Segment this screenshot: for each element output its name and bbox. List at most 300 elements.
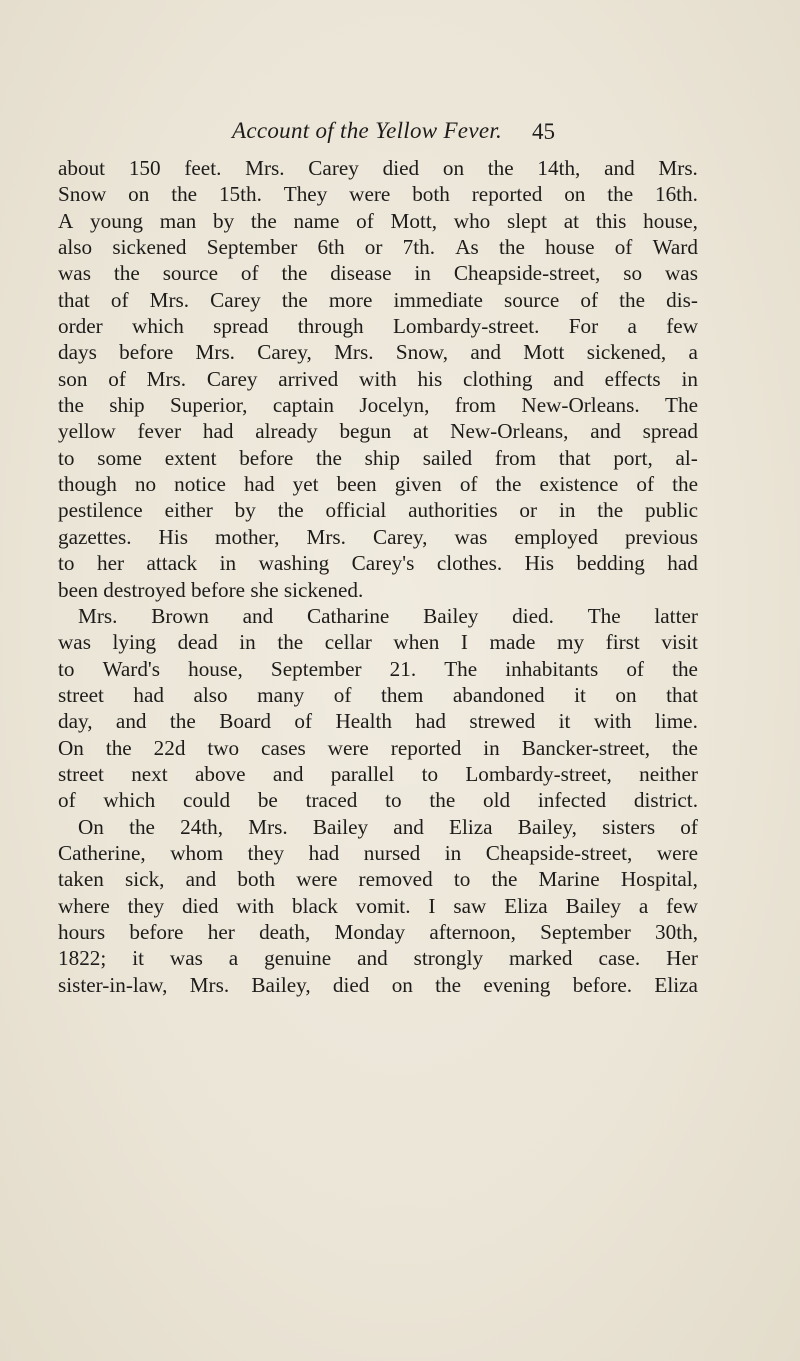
word: Eliza bbox=[449, 814, 493, 839]
word: 150 bbox=[128, 156, 161, 180]
word: 14th, bbox=[537, 156, 581, 180]
word: by bbox=[212, 208, 235, 233]
word: a bbox=[228, 946, 239, 971]
word: Catharine bbox=[306, 603, 390, 628]
word: Catherine, bbox=[58, 840, 146, 865]
word: sisters bbox=[602, 814, 656, 839]
word: days bbox=[58, 340, 97, 365]
word: vomit. bbox=[355, 893, 411, 918]
word: order bbox=[58, 314, 103, 339]
word: of bbox=[636, 472, 655, 497]
text-line bbox=[58, 814, 698, 840]
text-line bbox=[58, 708, 698, 734]
word: though bbox=[58, 472, 117, 497]
word: Eliza bbox=[654, 972, 698, 997]
word: the bbox=[429, 788, 456, 813]
word: house, bbox=[643, 208, 698, 233]
word: cases bbox=[261, 735, 306, 760]
word: notice bbox=[174, 472, 226, 497]
text-line bbox=[58, 392, 698, 418]
word: Mrs. bbox=[245, 156, 285, 180]
word: death, bbox=[259, 919, 311, 944]
word: was bbox=[665, 261, 698, 286]
running-head bbox=[0, 118, 800, 158]
word: and bbox=[393, 814, 424, 839]
word: ship bbox=[364, 445, 400, 470]
word: to bbox=[385, 788, 402, 813]
word: before bbox=[119, 340, 174, 365]
word: captain bbox=[272, 393, 334, 418]
word: yellow bbox=[58, 419, 116, 444]
word: sister-in-law, bbox=[58, 972, 168, 997]
word: to bbox=[58, 551, 75, 576]
word: also bbox=[58, 235, 93, 260]
word: previous bbox=[625, 524, 698, 549]
word: died bbox=[382, 156, 420, 180]
text-line bbox=[58, 339, 698, 365]
word: and bbox=[242, 603, 274, 628]
word: the bbox=[169, 709, 196, 734]
word: the bbox=[277, 630, 304, 655]
text-line bbox=[58, 260, 698, 286]
word: it bbox=[574, 682, 586, 707]
word: and bbox=[185, 867, 217, 892]
word: whom bbox=[170, 840, 224, 865]
word: the bbox=[129, 814, 155, 839]
word: above bbox=[194, 761, 246, 786]
word: and bbox=[604, 156, 635, 180]
word: already bbox=[255, 419, 318, 444]
word: were bbox=[296, 867, 338, 892]
word: next bbox=[131, 761, 168, 786]
word: attack bbox=[146, 551, 198, 576]
word: the bbox=[498, 235, 525, 260]
word: the bbox=[597, 498, 624, 523]
word: dead bbox=[177, 630, 218, 655]
word: from bbox=[454, 393, 496, 418]
word: with bbox=[236, 893, 275, 918]
word: both bbox=[412, 182, 450, 207]
word: had bbox=[667, 551, 698, 576]
word: Jocelyn, bbox=[359, 393, 430, 418]
word: employed bbox=[514, 524, 598, 549]
word: from bbox=[494, 445, 537, 470]
word: on bbox=[564, 182, 586, 207]
word: of bbox=[108, 366, 126, 391]
word: feet. bbox=[184, 156, 222, 180]
text-line bbox=[58, 471, 698, 497]
word: died bbox=[182, 893, 219, 918]
word: before bbox=[129, 919, 184, 944]
word: first bbox=[605, 630, 640, 655]
word: afternoon, bbox=[429, 919, 516, 944]
word: the bbox=[281, 287, 308, 312]
text-line bbox=[58, 445, 698, 471]
word: was bbox=[58, 261, 91, 286]
word: were bbox=[327, 735, 369, 760]
word: Lombardy-street, bbox=[465, 761, 612, 786]
word: the bbox=[113, 261, 140, 286]
word: His bbox=[524, 551, 555, 576]
word: of bbox=[680, 814, 698, 839]
text-line bbox=[58, 234, 698, 260]
word: sailed bbox=[422, 445, 473, 470]
word: the bbox=[491, 867, 518, 892]
word: that bbox=[558, 445, 591, 470]
word: or bbox=[519, 498, 538, 523]
word: to bbox=[453, 867, 471, 892]
word: of bbox=[58, 788, 76, 813]
text-line bbox=[58, 761, 698, 787]
word: which bbox=[103, 788, 156, 813]
word: a bbox=[638, 893, 649, 918]
word: yet bbox=[292, 472, 319, 497]
word: also bbox=[193, 682, 228, 707]
word: house, bbox=[188, 656, 243, 681]
text-line bbox=[58, 313, 698, 339]
word: street bbox=[58, 761, 104, 786]
text-line bbox=[58, 577, 698, 603]
word: the bbox=[619, 287, 646, 312]
word: to bbox=[421, 761, 439, 786]
word: slept bbox=[507, 208, 548, 233]
word: September bbox=[206, 235, 298, 260]
word: extent bbox=[164, 445, 217, 470]
word: ship bbox=[109, 393, 145, 418]
word: on bbox=[615, 682, 637, 707]
word: Snow, bbox=[395, 340, 449, 365]
word: strongly bbox=[413, 946, 484, 971]
word: Bailey bbox=[312, 814, 369, 839]
word: at bbox=[413, 419, 429, 444]
text-line bbox=[58, 208, 698, 234]
text-line bbox=[58, 787, 698, 813]
word: of bbox=[580, 287, 599, 312]
text-line bbox=[58, 735, 698, 761]
word: Cheapside-street, bbox=[485, 840, 633, 865]
word: they bbox=[127, 893, 165, 918]
word: my bbox=[557, 630, 585, 655]
word: removed bbox=[358, 867, 433, 892]
text-line bbox=[58, 366, 698, 392]
word: Ward bbox=[652, 235, 698, 260]
word: parallel bbox=[330, 761, 395, 786]
word: of bbox=[626, 656, 644, 681]
word: 7th. bbox=[402, 235, 436, 260]
word: about bbox=[58, 156, 106, 180]
word: was bbox=[454, 524, 488, 549]
word: the bbox=[316, 445, 342, 470]
word: to bbox=[58, 445, 75, 470]
word: in bbox=[681, 366, 698, 391]
word: day, bbox=[58, 709, 93, 734]
word: young bbox=[90, 208, 144, 233]
word: man bbox=[159, 208, 197, 233]
word: latter bbox=[654, 603, 698, 628]
word: saw bbox=[453, 893, 487, 918]
text-line bbox=[58, 682, 698, 708]
text-line bbox=[58, 418, 698, 444]
word: Lombardy-street. bbox=[392, 314, 540, 339]
word: Superior, bbox=[170, 393, 248, 418]
word: in bbox=[483, 735, 500, 760]
word: Mrs. bbox=[306, 524, 346, 549]
word: Monday bbox=[334, 919, 406, 944]
word: of bbox=[356, 208, 374, 233]
text-line bbox=[58, 524, 698, 550]
word: neither bbox=[639, 761, 698, 786]
word: existence bbox=[539, 472, 619, 497]
word: pestilence bbox=[58, 498, 143, 523]
word: Eliza bbox=[504, 893, 548, 918]
word: Carey bbox=[308, 156, 359, 180]
word: either bbox=[164, 498, 213, 523]
word: had bbox=[415, 709, 446, 734]
word: strewed bbox=[469, 709, 536, 734]
word: I bbox=[428, 893, 436, 918]
word: the bbox=[607, 182, 634, 207]
word: Mrs. bbox=[248, 814, 288, 839]
word: this bbox=[595, 208, 627, 233]
word: source bbox=[162, 261, 218, 286]
word: Mrs. bbox=[658, 156, 698, 180]
text-line bbox=[58, 550, 698, 576]
word: few bbox=[666, 893, 698, 918]
word: begun bbox=[339, 419, 392, 444]
word: of bbox=[110, 287, 129, 312]
word: before. bbox=[572, 972, 633, 997]
word: few bbox=[666, 314, 698, 339]
word: which bbox=[132, 314, 184, 339]
word: her bbox=[96, 551, 125, 576]
word: His bbox=[158, 524, 188, 549]
word: On bbox=[58, 735, 84, 760]
word: the bbox=[105, 735, 132, 760]
word: in bbox=[558, 498, 576, 523]
word: For bbox=[568, 314, 599, 339]
word: New-Orleans, bbox=[450, 419, 569, 444]
word: name bbox=[293, 208, 340, 233]
word: had bbox=[308, 840, 340, 865]
word: given bbox=[394, 472, 442, 497]
word: in bbox=[444, 840, 462, 865]
word: was bbox=[58, 630, 91, 655]
word: As bbox=[455, 235, 479, 260]
word: 1822; bbox=[58, 946, 107, 971]
text-line bbox=[58, 287, 698, 313]
word: some bbox=[97, 445, 142, 470]
word: effects bbox=[604, 366, 661, 391]
word: old bbox=[483, 788, 511, 813]
word: spread bbox=[213, 314, 269, 339]
word: dis- bbox=[666, 287, 698, 312]
word: in bbox=[219, 551, 237, 576]
word: two bbox=[207, 735, 240, 760]
word: Mrs. bbox=[334, 340, 374, 365]
word: the bbox=[58, 393, 84, 418]
word: 24th, bbox=[180, 814, 224, 839]
word: The bbox=[665, 393, 698, 418]
word: mother, bbox=[215, 524, 280, 549]
word: when bbox=[393, 630, 440, 655]
word: 30th, bbox=[655, 919, 698, 944]
word: Hospital, bbox=[620, 867, 698, 892]
word: before bbox=[239, 445, 294, 470]
word: so bbox=[623, 261, 643, 286]
word: marked bbox=[508, 946, 573, 971]
word: sick, bbox=[125, 867, 165, 892]
text-line bbox=[58, 603, 698, 629]
word: be bbox=[257, 788, 278, 813]
word: On bbox=[78, 814, 104, 839]
text-line bbox=[58, 656, 698, 682]
word: or bbox=[364, 235, 383, 260]
word: his bbox=[417, 366, 443, 391]
word: New-Orleans. bbox=[521, 393, 640, 418]
text-line bbox=[58, 629, 698, 655]
word: the bbox=[171, 182, 198, 207]
word: Mrs. bbox=[195, 340, 235, 365]
word: was bbox=[169, 946, 203, 971]
word: immediate bbox=[393, 287, 483, 312]
word: nursed bbox=[363, 840, 421, 865]
text-line bbox=[58, 155, 698, 181]
word: died bbox=[332, 972, 370, 997]
word: gazettes. bbox=[58, 524, 132, 549]
word: of bbox=[240, 261, 259, 286]
word: source bbox=[504, 287, 560, 312]
word: evening bbox=[483, 972, 551, 997]
word: September bbox=[540, 919, 631, 944]
word: Health bbox=[335, 709, 392, 734]
word: street bbox=[58, 682, 104, 707]
word: them bbox=[380, 682, 424, 707]
word: visit bbox=[661, 630, 698, 655]
text-line bbox=[58, 945, 698, 971]
word: made bbox=[489, 630, 536, 655]
word: many bbox=[257, 682, 305, 707]
word: of bbox=[294, 709, 313, 734]
word: Her bbox=[666, 946, 698, 971]
word: the bbox=[672, 472, 698, 497]
word: inhabitants bbox=[505, 656, 599, 681]
word: bedding bbox=[576, 551, 645, 576]
word: taken bbox=[58, 867, 104, 892]
word: the bbox=[487, 156, 514, 180]
word: hours bbox=[58, 919, 106, 944]
word: had bbox=[244, 472, 275, 497]
word: on bbox=[442, 156, 465, 180]
word: A bbox=[58, 208, 74, 233]
word: traced bbox=[305, 788, 358, 813]
word: Board bbox=[219, 709, 271, 734]
word: washing bbox=[258, 551, 330, 576]
word: by bbox=[234, 498, 256, 523]
word: and bbox=[590, 419, 621, 444]
word: Bailey, bbox=[517, 814, 577, 839]
word: that bbox=[666, 682, 698, 707]
word: and bbox=[470, 340, 501, 365]
word: Bailey, bbox=[251, 972, 311, 997]
word: where bbox=[58, 893, 110, 918]
word: died. bbox=[512, 603, 554, 628]
word: Brown bbox=[151, 603, 209, 628]
word: of bbox=[459, 472, 478, 497]
word: in bbox=[414, 261, 431, 286]
word: Carey's bbox=[351, 551, 415, 576]
word: black bbox=[291, 893, 338, 918]
word: genuine bbox=[264, 946, 332, 971]
word: no bbox=[134, 472, 157, 497]
word: The bbox=[587, 603, 621, 628]
word: of bbox=[614, 235, 633, 260]
word: The bbox=[444, 656, 478, 681]
text-line bbox=[58, 840, 698, 866]
word: reported bbox=[390, 735, 462, 760]
word: district. bbox=[633, 788, 698, 813]
word: and bbox=[553, 366, 584, 391]
running-title: Account of the Yellow Fever. bbox=[232, 118, 503, 143]
text-line bbox=[58, 497, 698, 523]
word: port, bbox=[613, 445, 653, 470]
word: house bbox=[545, 235, 595, 260]
word: could bbox=[182, 788, 231, 813]
word: clothing bbox=[463, 366, 533, 391]
word: and bbox=[115, 709, 147, 734]
word: lying bbox=[112, 630, 157, 655]
word: the bbox=[495, 472, 522, 497]
word: disease bbox=[330, 261, 392, 286]
word: Mrs. bbox=[189, 972, 230, 997]
word: with bbox=[593, 709, 632, 734]
body-text bbox=[58, 155, 698, 998]
word: arrived bbox=[278, 366, 339, 391]
word: Mott, bbox=[390, 208, 438, 233]
text-line bbox=[58, 972, 698, 998]
word: Bailey bbox=[423, 603, 479, 628]
word: in bbox=[239, 630, 256, 655]
word: had bbox=[202, 419, 234, 444]
word: to bbox=[58, 656, 75, 681]
word: Mott bbox=[523, 340, 565, 365]
word: her bbox=[207, 919, 235, 944]
word: sickened, bbox=[586, 340, 667, 365]
word: Ward's bbox=[102, 656, 160, 681]
word: were bbox=[349, 182, 391, 207]
word: had bbox=[133, 682, 164, 707]
word: who bbox=[453, 208, 491, 233]
word: case. bbox=[598, 946, 641, 971]
word: Mrs. bbox=[149, 287, 190, 312]
word: Carey, bbox=[372, 524, 428, 549]
word: were bbox=[656, 840, 698, 865]
word: Carey bbox=[206, 366, 258, 391]
word: a bbox=[627, 314, 637, 339]
word: and bbox=[272, 761, 304, 786]
word: both bbox=[237, 867, 276, 892]
word: the bbox=[250, 208, 277, 233]
word: Cheapside-street, bbox=[453, 261, 601, 286]
word: and bbox=[357, 946, 388, 971]
word: al- bbox=[675, 445, 698, 470]
word: Bancker-street, bbox=[521, 735, 651, 760]
word: 15th. bbox=[218, 182, 262, 207]
word: at bbox=[563, 208, 580, 233]
word: that bbox=[58, 287, 90, 312]
word: been bbox=[336, 472, 377, 497]
word: the bbox=[435, 972, 462, 997]
page-number: 45 bbox=[532, 119, 555, 144]
